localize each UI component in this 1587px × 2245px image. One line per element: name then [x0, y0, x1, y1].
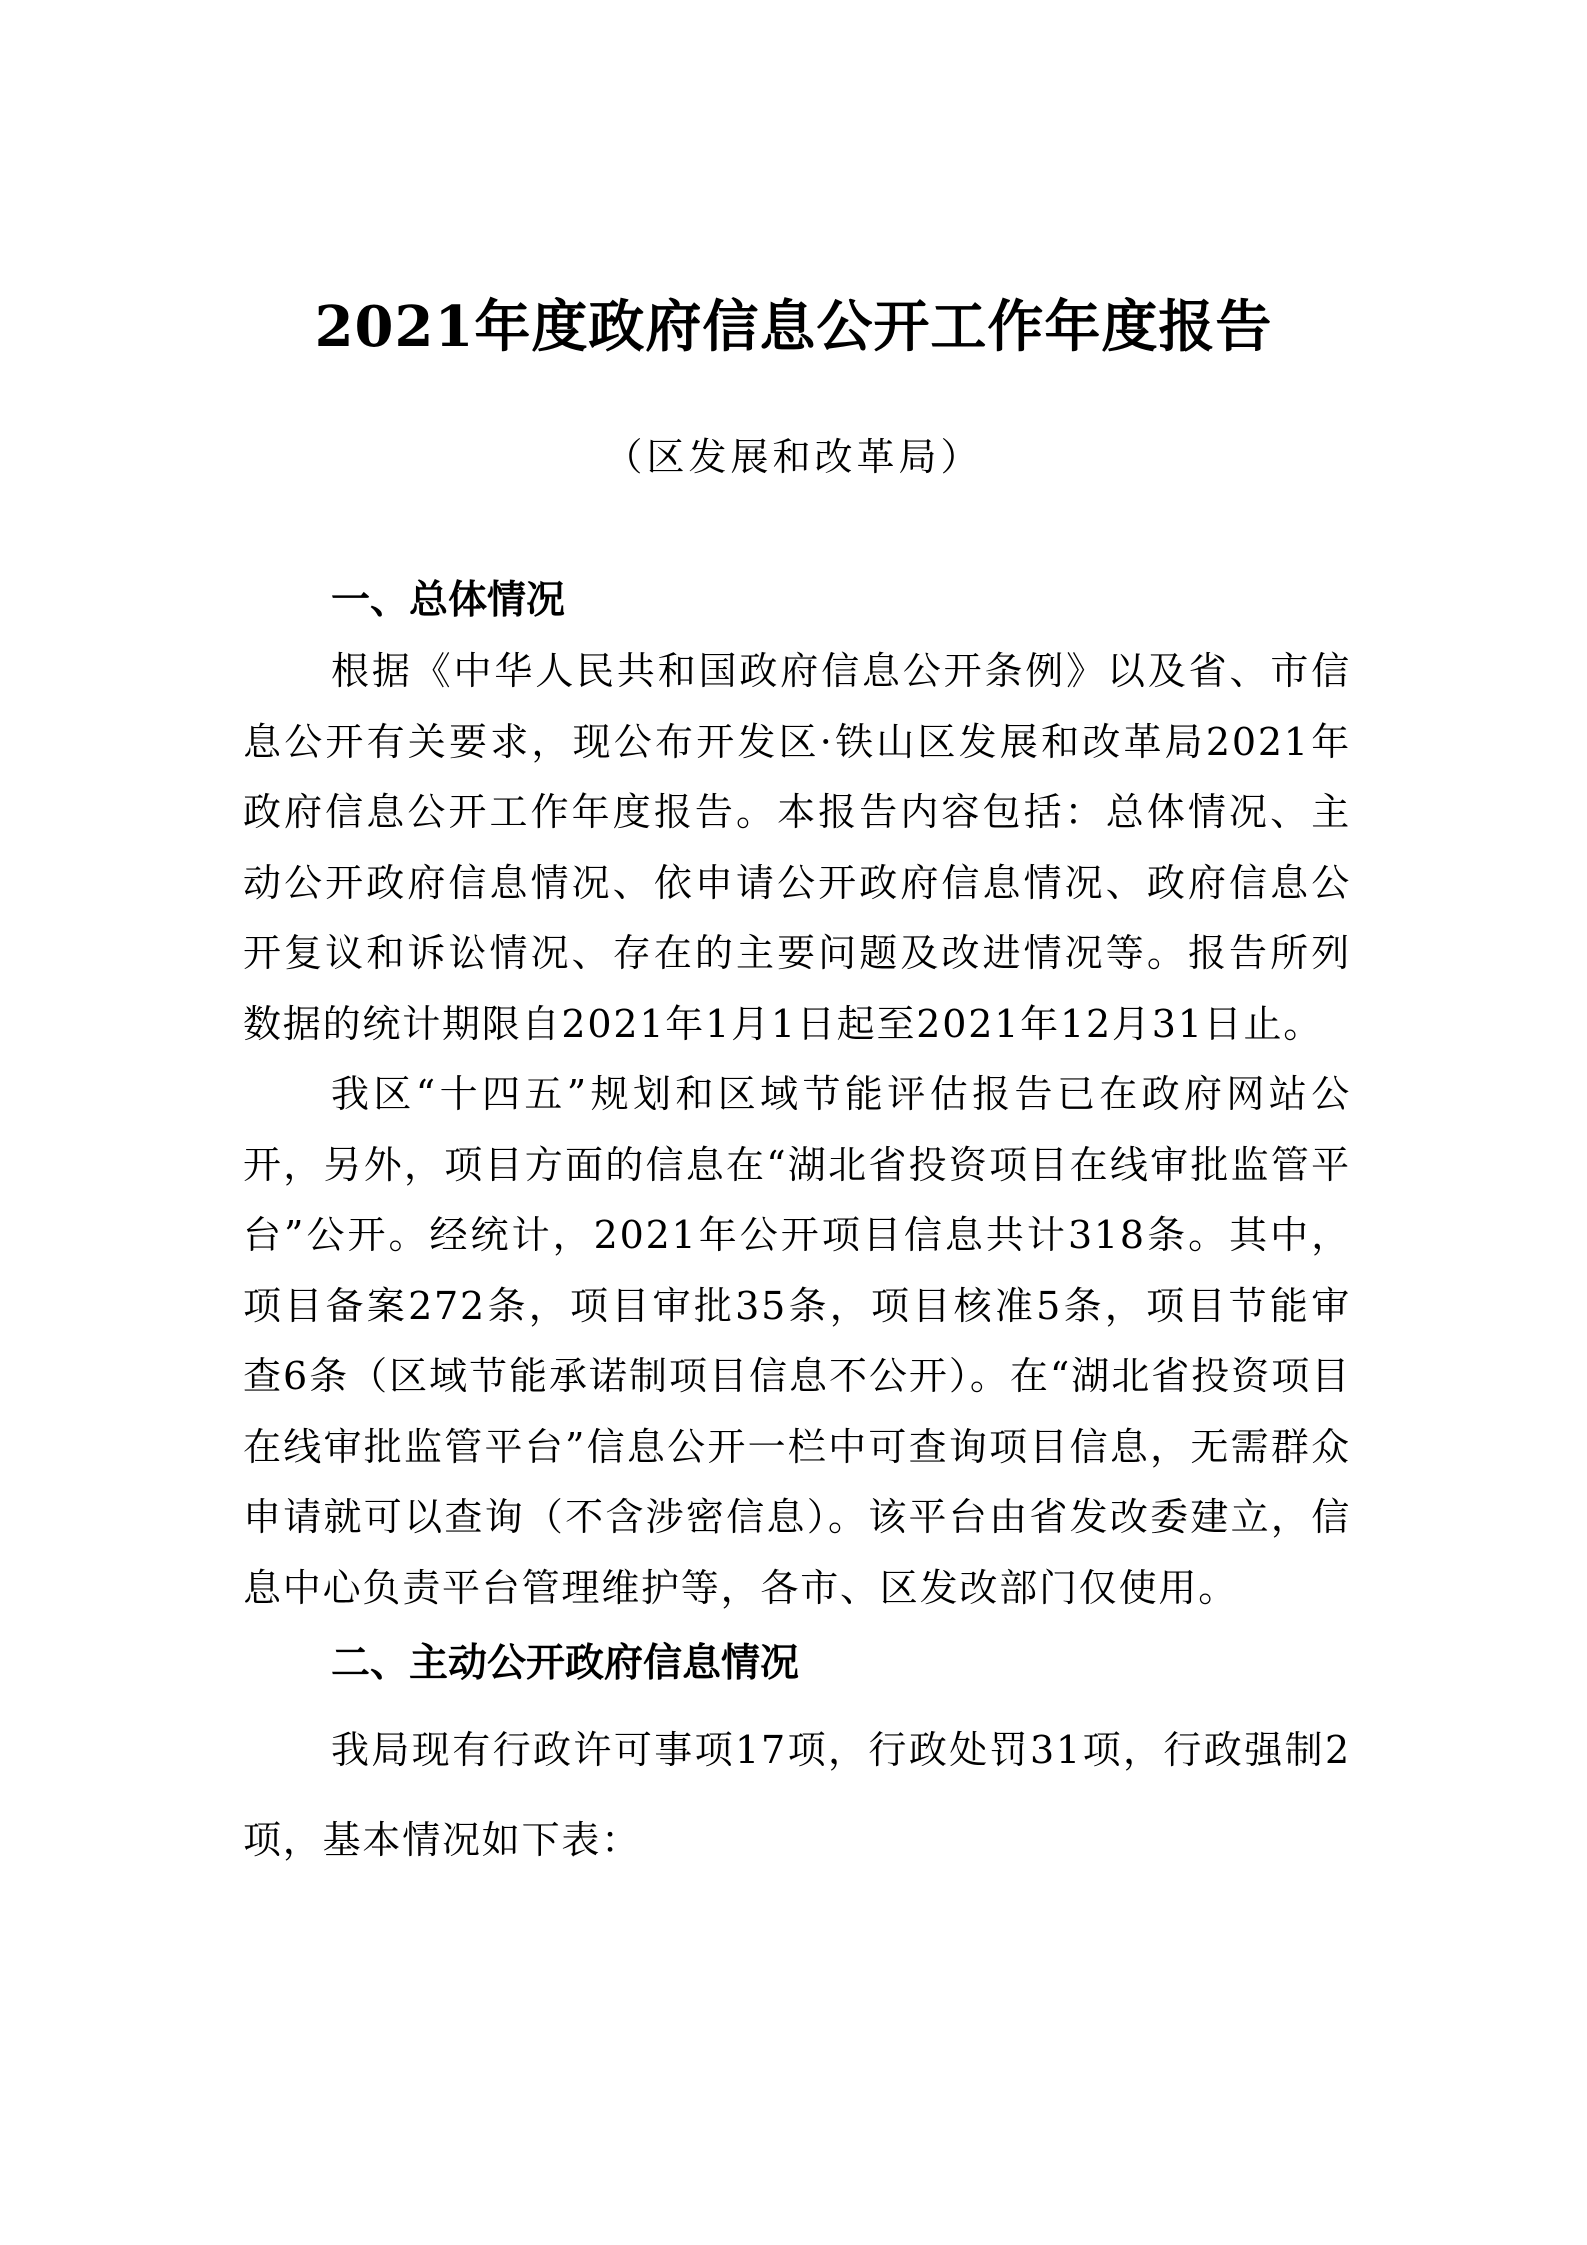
paragraph-proactive-disclosure: 我局现有行政许可事项17项，行政处罚31项，行政强制2项，基本情况如下表： [243, 1728, 1351, 1862]
document-title: 2021年度政府信息公开工作年度报告 [314, 294, 1273, 360]
document-subtitle: （区发展和改革局） [604, 435, 983, 479]
section-heading-overview: 一、总体情况 [331, 578, 566, 623]
document-body [243, 566, 1351, 1885]
paragraph-overview-intro: 根据《中华人民共和国政府信息公开条例》以及省、市信息公开有关要求，现公布开发区·铁山区发展和改革局2021年政府信息公开工作年度报告。本报告内容包括：总体情况、主动公开政府信息情况、依申请公开政府信息情况、政府信息公开复议和诉讼情况、存在的主要问题及改进情况等。报告所列数据的统计期限自2021年1月1日起至2021年12月31日止。 [243, 649, 1351, 1046]
section-heading-proactive-disclosure: 二、主动公开政府信息情况 [331, 1641, 800, 1686]
paragraph-overview-projects: 我区“十四五”规划和区域节能评估报告已在政府网站公开，另外，项目方面的信息在“湖北省投资项目在线审批监管平台”公开。经统计，2021年公开项目信息共计318条。其中，项目备案272条，项目审批35条，项目核准5条，项目节能审查6条（区域节能承诺制项目信息不公开）。在“湖北省投资项目在线审批监管平台”信息公开一栏中可查询项目信息，无需群众申请就可以查询（不含涉密信息）。该平台由省发改委建立，信息中心负责平台管理维护等，各市、区发改部门仅使用。 [243, 1072, 1351, 1610]
